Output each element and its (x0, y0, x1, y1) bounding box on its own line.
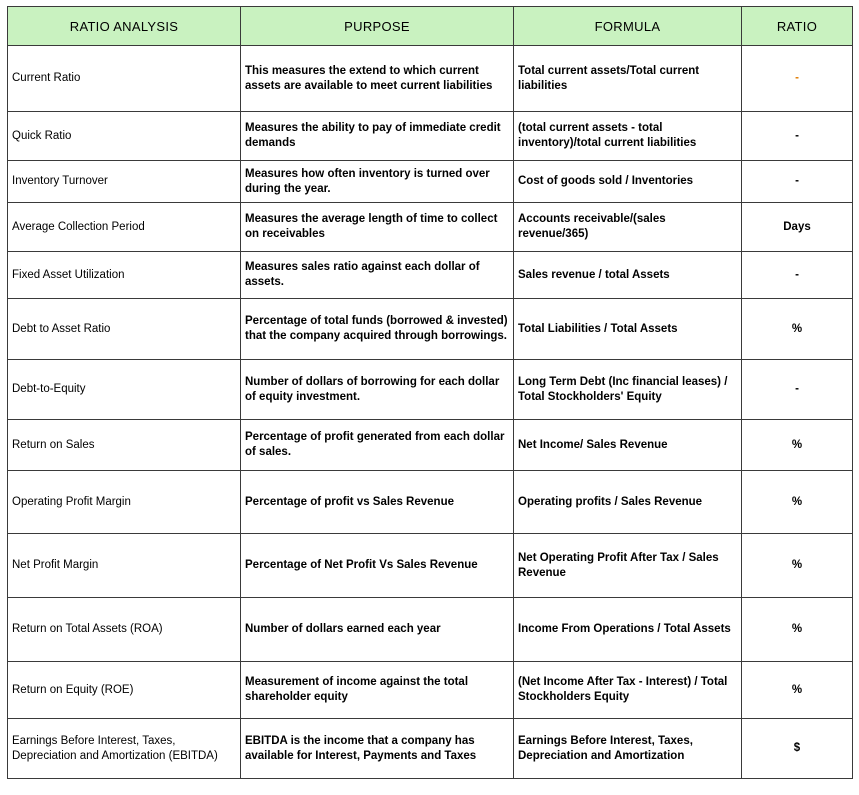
purpose-cell: Measures sales ratio against each dollar of assets. (241, 252, 514, 299)
ratio-name-cell: Debt-to-Equity (8, 360, 241, 420)
ratio-unit-cell: % (742, 471, 853, 534)
header-ratio-analysis: RATIO ANALYSIS (8, 7, 241, 46)
ratio-name-cell: Quick Ratio (8, 112, 241, 161)
table-row (8, 719, 853, 779)
ratio-name-cell: Inventory Turnover (8, 161, 241, 203)
purpose-cell: Percentage of profit generated from each dollar of sales. (241, 420, 514, 471)
ratio-analysis-table (7, 6, 853, 779)
table-row (8, 46, 853, 112)
purpose-cell: Measures the average length of time to collect on receivables (241, 203, 514, 252)
formula-cell: Earnings Before Interest, Taxes, Depreciation and Amortization (514, 719, 742, 779)
purpose-cell: Measures how often inventory is turned over during the year. (241, 161, 514, 203)
table-row (8, 598, 853, 662)
formula-cell: (total current assets - total inventory)/total current liabilities (514, 112, 742, 161)
ratio-unit-cell: % (742, 662, 853, 719)
ratio-name-cell: Current Ratio (8, 46, 241, 112)
ratio-name-cell: Average Collection Period (8, 203, 241, 252)
ratio-unit-cell: % (742, 420, 853, 471)
formula-cell: (Net Income After Tax - Interest) / Total Stockholders Equity (514, 662, 742, 719)
formula-cell: Net Income/ Sales Revenue (514, 420, 742, 471)
header-ratio: RATIO (742, 7, 853, 46)
ratio-name-cell: Net Profit Margin (8, 534, 241, 598)
ratio-unit-cell: % (742, 534, 853, 598)
formula-cell: Long Term Debt (Inc financial leases) / Total Stockholders' Equity (514, 360, 742, 420)
ratio-name-cell: Debt to Asset Ratio (8, 299, 241, 360)
ratio-name-cell: Return on Total Assets (ROA) (8, 598, 241, 662)
purpose-cell: Measures the ability to pay of immediate credit demands (241, 112, 514, 161)
ratio-unit-cell: - (742, 360, 853, 420)
ratio-analysis-sheet (7, 6, 852, 779)
header-formula: FORMULA (514, 7, 742, 46)
table-row (8, 662, 853, 719)
formula-cell: Total Liabilities / Total Assets (514, 299, 742, 360)
table-row (8, 360, 853, 420)
table-row (8, 420, 853, 471)
ratio-unit-cell: - (742, 161, 853, 203)
formula-cell: Operating profits / Sales Revenue (514, 471, 742, 534)
ratio-name-cell: Operating Profit Margin (8, 471, 241, 534)
ratio-name-cell: Earnings Before Interest, Taxes, Depreciation and Amortization (EBITDA) (8, 719, 241, 779)
formula-cell: Sales revenue / total Assets (514, 252, 742, 299)
formula-cell: Net Operating Profit After Tax / Sales Revenue (514, 534, 742, 598)
ratio-unit-cell: - (742, 252, 853, 299)
ratio-name-cell: Return on Equity (ROE) (8, 662, 241, 719)
purpose-cell: EBITDA is the income that a company has available for Interest, Payments and Taxes (241, 719, 514, 779)
purpose-cell: Measurement of income against the total shareholder equity (241, 662, 514, 719)
ratio-unit-cell: % (742, 598, 853, 662)
ratio-unit-cell: - (742, 46, 853, 112)
ratio-unit-cell: $ (742, 719, 853, 779)
ratio-unit-cell: - (742, 112, 853, 161)
purpose-cell: Number of dollars of borrowing for each dollar of equity investment. (241, 360, 514, 420)
formula-cell: Total current assets/Total current liabilities (514, 46, 742, 112)
purpose-cell: Percentage of total funds (borrowed & invested) that the company acquired through borrowings. (241, 299, 514, 360)
table-row (8, 534, 853, 598)
table-row (8, 161, 853, 203)
formula-cell: Cost of goods sold / Inventories (514, 161, 742, 203)
ratio-name-cell: Return on Sales (8, 420, 241, 471)
purpose-cell: Percentage of Net Profit Vs Sales Revenue (241, 534, 514, 598)
formula-cell: Accounts receivable/(sales revenue/365) (514, 203, 742, 252)
purpose-cell: This measures the extend to which current assets are available to meet current liabilities (241, 46, 514, 112)
header-purpose: PURPOSE (241, 7, 514, 46)
purpose-cell: Number of dollars earned each year (241, 598, 514, 662)
table-row (8, 299, 853, 360)
table-row (8, 112, 853, 161)
table-row (8, 203, 853, 252)
table-row (8, 471, 853, 534)
ratio-name-cell: Fixed Asset Utilization (8, 252, 241, 299)
formula-cell: Income From Operations / Total Assets (514, 598, 742, 662)
ratio-unit-cell: % (742, 299, 853, 360)
ratio-unit-cell: Days (742, 203, 853, 252)
table-row (8, 252, 853, 299)
purpose-cell: Percentage of profit vs Sales Revenue (241, 471, 514, 534)
header-row (8, 7, 853, 46)
